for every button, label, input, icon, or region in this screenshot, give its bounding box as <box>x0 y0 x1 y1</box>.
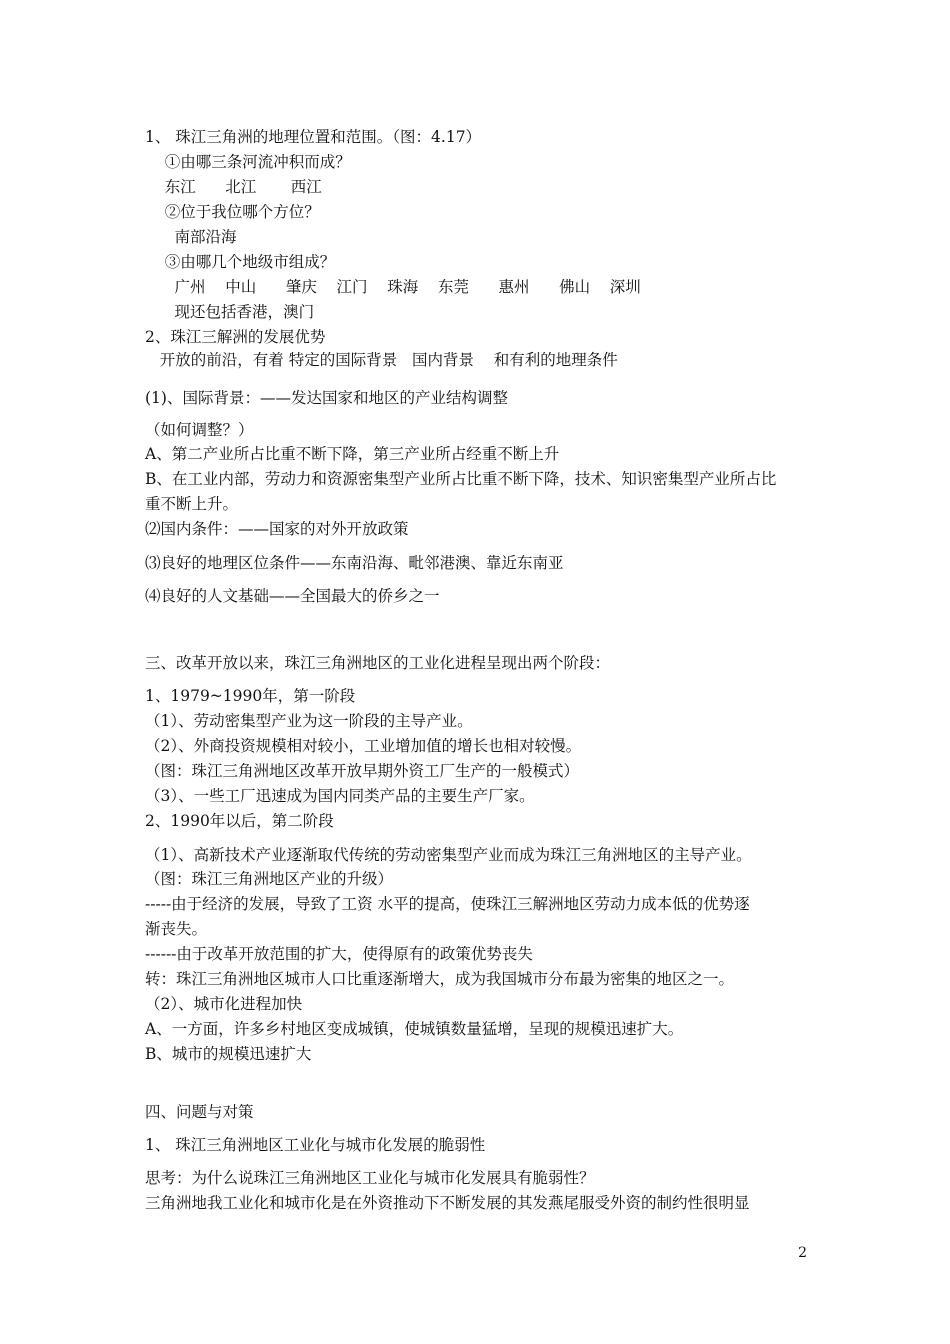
text-line: 思考：为什么说珠江三角洲地区工业化与城市化发展具有脆弱性？ <box>145 1169 595 1187</box>
text-line: 重不断上升。 <box>145 495 239 513</box>
text-line: B、城市的规模迅速扩大 <box>145 1045 312 1063</box>
text-line: （2）、外商投资规模相对较小，工业增加值的增长也相对较慢。 <box>145 737 582 755</box>
text-line: （2）、城市化进程加快 <box>145 995 303 1013</box>
text-line: ⑷良好的人文基础——全国最大的侨乡之一 <box>145 587 440 605</box>
text-line: ------由于改革开放范围的扩大，使得原有的政策优势丧失 <box>145 945 533 963</box>
text-line: B、在工业内部，劳动力和资源密集型产业所占比重不断下降，技术、知识密集型产业所占比 <box>145 470 777 488</box>
text-line: 转：珠江三角洲地区城市人口比重逐渐增大，成为我国城市分布最为密集的地区之一。 <box>145 970 735 988</box>
text-line-emphasis: 开放的前沿，有着 特定的国际背景 国内背景 和有利的地理条件 <box>145 351 618 369</box>
text-line: ⑵国内条件：——国家的对外开放政策 <box>145 520 409 538</box>
page-number: 2 <box>798 1245 807 1261</box>
text-line: 2、1990年以后，第二阶段 <box>145 812 334 830</box>
text-line: 1、1979~1990年，第一阶段 <box>145 687 356 705</box>
text-line: 三角洲地我工业化和城市化是在外资推动下不断发展的其发燕尾服受外资的制约性很明显 <box>145 1194 750 1212</box>
section-heading: 四、问题与对策 <box>145 1103 254 1121</box>
text-line: （3）、一些工厂迅速成为国内同类产品的主要生产厂家。 <box>145 787 535 805</box>
text-line: 渐丧失。 <box>145 920 208 938</box>
text-line: ⑶良好的地理区位条件——东南沿海、毗邻港澳、靠近东南亚 <box>145 554 564 572</box>
text-line: A、一方面，许多乡村地区变成城镇，使城镇数量猛增，呈现的规模迅速扩大。 <box>145 1020 684 1038</box>
text-line: ②位于我位哪个方位？ <box>145 203 320 221</box>
section-heading: 2、珠江三解洲的发展优势 <box>145 328 326 346</box>
text-line: （如何调整？） <box>145 421 254 439</box>
text-line: （图：珠江三角洲地区产业的升级） <box>145 870 394 888</box>
text-line: （1）、劳动密集型产业为这一阶段的主导产业。 <box>145 712 473 730</box>
text-line: （图：珠江三角洲地区改革开放早期外资工厂生产的一般模式） <box>145 762 580 780</box>
text-line: 现还包括香港，澳门 <box>145 303 315 321</box>
text-line: （1）、高新技术产业逐渐取代传统的劳动密集型产业而成为珠江三角洲地区的主导产业。 <box>145 846 752 864</box>
text-line: -----由于经济的发展，导致了工资 水平的提高，使珠江三解洲地区劳动力成本低的优势逐 <box>145 895 750 913</box>
text-line: 1、 珠江三角洲地区工业化与城市化发展的脆弱性 <box>145 1136 486 1154</box>
section-heading: 三、改革开放以来，珠江三角洲地区的工业化进程呈现出两个阶段： <box>145 654 611 672</box>
text-line: (1)、国际背景：——发达国家和地区的产业结构调整 <box>145 389 508 407</box>
text-line: 1、 珠江三角洲的地理位置和范围。（图：4.17） <box>145 128 482 146</box>
text-line: 东江 北江 西江 <box>145 178 322 196</box>
text-line: ③由哪几个地级市组成？ <box>145 253 336 271</box>
text-line: 南部沿海 <box>145 228 237 246</box>
text-line: 广州 中山 肇庆 江门 珠海 东莞 惠州 佛山 深圳 <box>145 278 641 296</box>
text-line: ①由哪三条河流冲积而成？ <box>145 153 351 171</box>
text-line: A、第二产业所占比重不断下降，第三产业所占经重不断上升 <box>145 445 560 463</box>
